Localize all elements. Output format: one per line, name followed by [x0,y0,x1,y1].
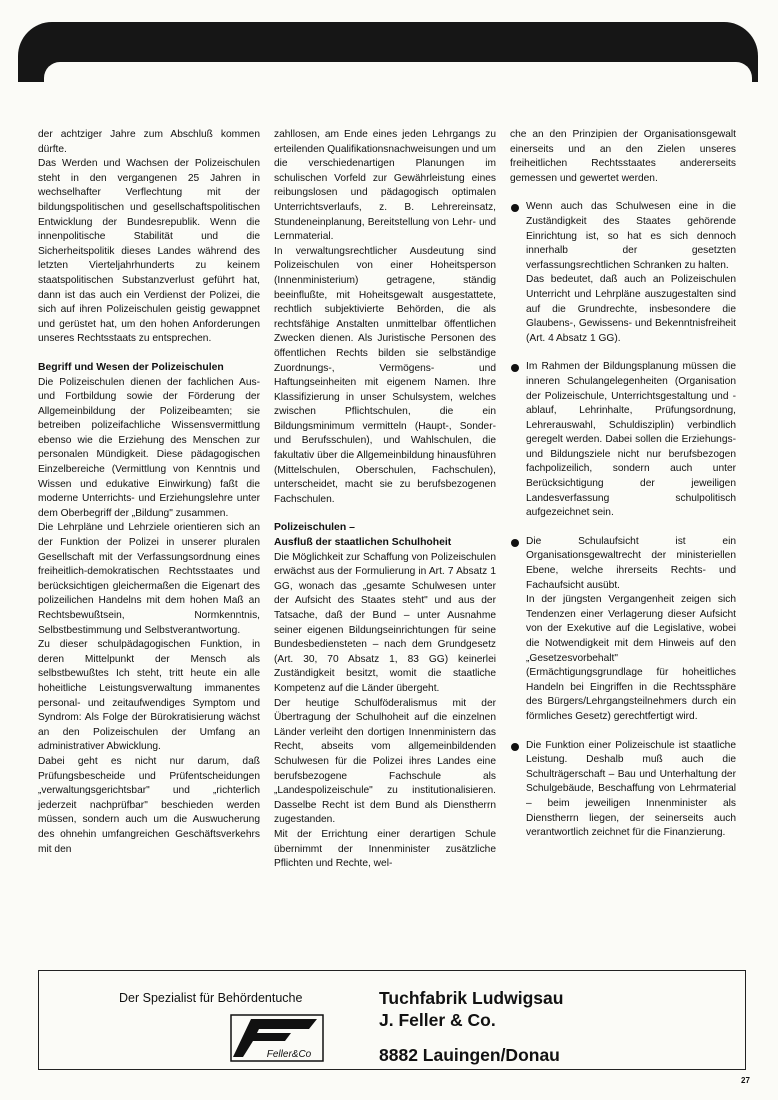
bullet-item [510,360,736,521]
company-line: J. Feller & Co. [379,1010,496,1030]
paragraph: Das Werden und Wachsen der Polizeischulen steht in den vergangenen 25 Jahren in wechselhafter Verflechtung mit der bildungspolitischen und gesellschaftspolitischen Entwicklung der Bundesrepublik. Wenn die innenpolitische Stabilität und die Sicherheitspolitik dieses Landes während des letzten Vierteljahrhunderts zu keinem staatspolitischen Substanzverlust geführt hat, dann ist das auch ein Verdienst der Polizei, die sich auf ihren Polizeischulen geistig gewappnet und gerüstet hat, um den hohen Anforderungen unseres Rechtsstaats zu entsprechen. [38,158,260,345]
paragraph: Die Lehrpläne und Lehrziele orientieren sich an der Funktion der Polizei in unserer pluralen Gesellschaft mit der Verfassungsordnung eines freiheitlich-demokratischen Rechtsstaates und berücksichtigen gleichermaßen die Eigenart des polizeilichen Handelns mit dem hohen Maß an Rechtsbewußtsein, Normkenntnis, Selbstbestimmung und Selbstverantwortung. [38,522,260,636]
paragraph: Die Polizeischulen dienen der fachlichen Aus- und Fortbildung sowie der Förderung der Allgemeinbildung der Polizeibeamten; sie betreiben polizeifachliche Wissensvermittlung ebenso wie die Erziehung des Menschen zur personalen Mündigkeit. Diese pädagogischen Einzelbereiche (Vermittlung von Kenntnis und Wissen und edukative Einwirkung) faßt die moderne Unterrichts- und Erziehungslehre unter dem Oberbegriff der „Bildung" zusammen. [38,376,260,519]
ad-company [379,987,563,1031]
paragraph: Der heutige Schulföderalismus mit der Übertragung der Schulhoheit auf die einzelnen Länder verleiht den dortigen Innenministern das Recht, abseits vom allgemeinbildenden Schulwesen für die Polizei ihres Landes eine berufsbezogene Fachschule als „Landespolizeischule" zu institutionalisieren. Dasselbe Recht ist dem Bund als Dienstherrn zugestanden. [274,697,496,826]
section-heading: Ausfluß der staatlichen Schulhoheit [274,537,452,549]
paragraph: Zu dieser schulpädagogischen Funktion, in deren Mittelpunkt der Mensch als selbstbewußtes Ich steht, tritt heute ein alle hoheitliche Leistungsverwaltung immanentes personal- und zeitaufwendiges Symptom und Syndrom: Als Folge der Bürokratisierung wächst an den Polizeischulen der Umfang an administrativer Abwicklung. [38,639,260,753]
feller-logo-icon [229,1013,325,1063]
bullet-dot-icon [511,364,519,372]
advertisement-box [38,970,746,1070]
ad-address: 8882 Lauingen/Donau [379,1045,560,1065]
paragraph: der achtziger Jahre zum Abschluß kommen dürfte. [38,129,260,155]
header-bar [18,22,758,82]
paragraph: Die Funktion einer Polizeischule ist staatliche Leistung. Deshalb muß auch die Schulträgerschaft – Bau und Unterhaltung der Schulgebäude, Beschaffung von Lehrmaterial – beim jeweiligen Innenminister als Dienstherrn liegen, der seinerseits auch verantwortlich zeichnet für die Finanzierung. [526,739,736,839]
bullet-item [510,739,736,841]
paragraph: Die Schulaufsicht ist ein Organisationsgewaltrecht der ministeriellen Ebene, welche ihrerseits Rechts- und Fachaufsicht ausübt. [526,535,736,591]
section-heading: Polizeischulen – [274,522,355,534]
paragraph: Dabei geht es nicht nur darum, daß Prüfungsbescheide und Prüfentscheidungen „verwaltungsgerichtsbar" und „richterlich jederzeit nachprüfbar" beschieden werden müssen, sondern auch um die Auswucherung des ohnehin umfangreichen Geschäftsverkehrs mit den [38,755,260,855]
paragraph: Im Rahmen der Bildungsplanung müssen die inneren Schulangelegenheiten (Organisation der Polizeischule, Unterrichtsgestaltung und -ablauf, Lehrinhalte, Prüfungsordnung, Lehrerauswahl, Schuldisziplin) verbindlich geregelt werden. Dabei sollen die Erziehungs- und Bildungsziele nicht nur berufsbezogen fachpolizeilich, sondern auch unter Berücksichtigung der jeweiligen Landesverfassung schulpolitisch aufgezeichnet sein. [526,361,736,519]
paragraph: Wenn auch das Schulwesen eine in die Zuständigkeit des Staates gehörende Einrichtung ist, so hat es sich dennoch innerhalb der gesetzten verfassungsrechtlichen Schranken zu halten. [526,201,736,271]
bullet-dot-icon [511,539,519,547]
page-number: 27 [741,1076,750,1085]
ad-tagline: Der Spezialist für Behördentuche [119,991,303,1005]
bullet-dot-icon [511,204,519,212]
paragraph: zahllosen, am Ende eines jeden Lehrgangs zu erteilenden Qualifikationsnachweisungen und um die verschiedenartigen Planungen im schulischen Vorfeld zur Gewährleistung eines reibungslosen und pädagogisch optimalen Unterrichtsverlaufs, z. B. Lehrereinsatz, Stundeneinplanung, Bereitstellung von Lehr- und Lernmaterial. [274,129,497,243]
paragraph: In der jüngsten Vergangenheit zeigen sich Tendenzen einer Verlagerung dieser Aufsicht von der Exekutive auf die Legislative, wobei die Notwendigkeit mit dem Hinweis auf den „Gesetzesvorbehalt" (Ermächtigungsgrundlage für hoheitliches Handeln bei Eingriffen in die Rechtssphäre des Bürgers/Lehrgangsteilnehmers durch ein förmliches Gesetz) gerechtfertigt wird. [526,594,736,722]
column-2 [274,128,496,872]
column-1 [38,128,260,857]
bullet-dot-icon [511,743,519,751]
column-3 [510,128,736,841]
company-line: Tuchfabrik Ludwigsau [379,988,564,1008]
header-bar-inner [44,62,752,102]
paragraph: che an den Prinzipien der Organisationsgewalt einerseits und an den Zielen unseres freiheitlichen Rechtsstaates andererseits gemessen und gewertet werden. [510,129,736,184]
paragraph: In verwaltungsrechtlicher Ausdeutung sind Polizeischulen von einer Hoheitsperson (Innenministerium) getragene, ständig beeinflußte, mit Hoheitsgewalt ausgestattete, rechtlich subjektivierte Behörden, die als rechtsfähige Anstalten unmittelbar öffentlichen Zwecken dienen. Als Juristische Personen des öffentlichen Rechts bilden sie selbständige Zuordnungs-, Vermögens- und Haftungseinheiten mit eigenem Namen. Ihre Klassifizierung in unser Schulsystem, welches zwischen Pflichtschulen, die ein Bildungsminimum vermitteln (Haupt-, Sonder- und Berufsschulen), und Wahlschulen, die fakultativ über die Allgemeinbildung hinausführen (Mittelschulen, Oberschulen, Fachschulen), unterscheidet, macht sie zu berufsbezogenen Fachschulen. [274,245,496,505]
bullet-item [510,200,736,346]
paragraph: Die Möglichkeit zur Schaffung von Polizeischulen erwächst aus der Formulierung in Art. 7 Absatz 1 GG, wonach das „gesamte Schulwesen unter der Aufsicht des Staates steht" und aus der Tatsache, daß der Bund – unter Ausnahme seiner eigenen Bildungseinrichtungen für seine Bundesbediensteten – nach dem Grundgesetz (Art. 30, 70 Absatz 1, 83 GG) keinerlei Zuständigkeit besitzt, womit die staatliche Kompetenz auf die Länder übergeht. [274,551,496,694]
bullet-item [510,535,736,725]
section-heading: Begriff und Wesen der Polizeischulen [38,361,224,373]
paragraph: Das bedeutet, daß auch an Polizeischulen Unterricht und Lehrpläne auszugestalten sind auf die Grundrechte, insbesondere die Glaubens-, Gewissens- und Bekenntnisfreiheit (Art. 4 Absatz 1 GG). [526,274,736,344]
paragraph: Mit der Errichtung einer derartigen Schule übernimmt der Innenminister zusätzliche Pflichten und Rechte, wel- [274,828,496,870]
logo-text: Feller&Co [266,1049,312,1060]
